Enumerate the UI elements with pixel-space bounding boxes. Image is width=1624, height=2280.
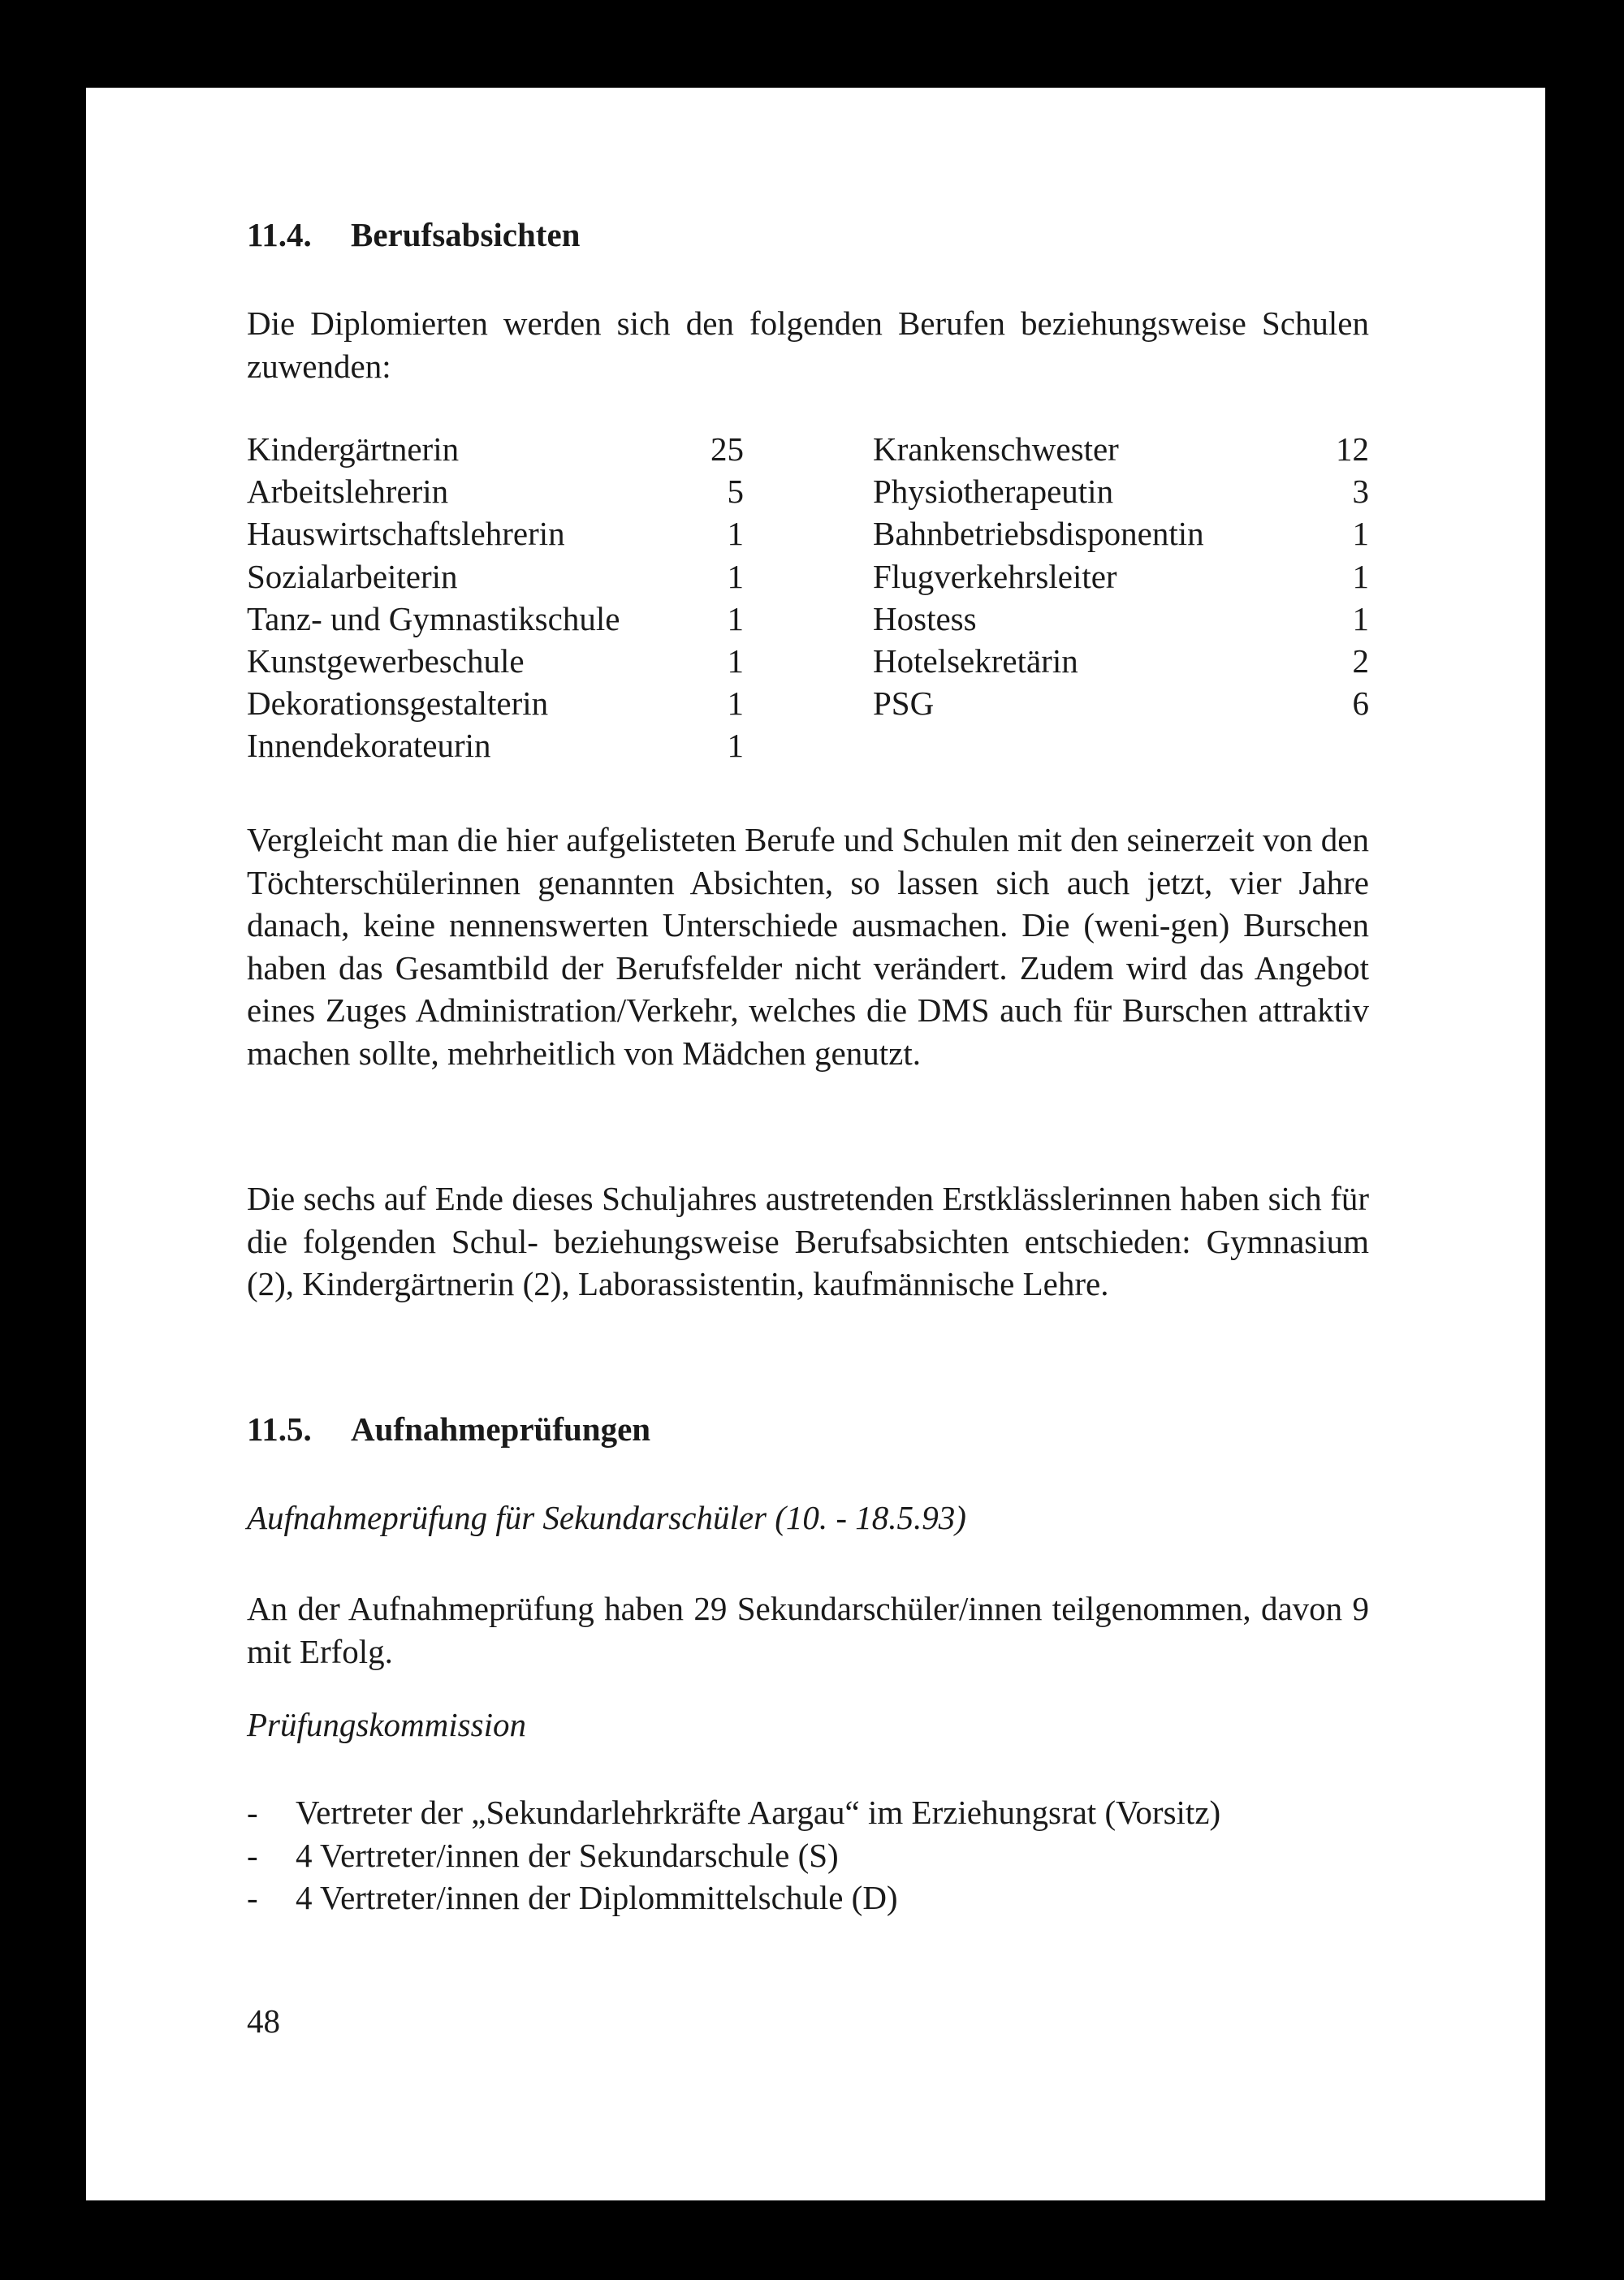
table-row	[247, 428, 744, 470]
table-row	[247, 512, 744, 555]
table-row	[247, 682, 744, 724]
table-row	[247, 640, 744, 682]
list-item	[247, 1876, 1220, 1919]
section-number: 11.4.	[247, 216, 312, 253]
row-label: Sozialarbeiterin	[247, 557, 458, 595]
row-value: 5	[727, 473, 744, 511]
row-label: Flugverkehrsleiter	[873, 557, 1117, 595]
row-value: 2	[1352, 641, 1369, 680]
row-value: 1	[727, 684, 744, 723]
row-label: Hotelsekretärin	[873, 641, 1078, 680]
row-label: Kunstgewerbeschule	[247, 641, 525, 680]
table-row	[873, 682, 1369, 724]
row-value: 25	[710, 430, 744, 468]
profession-column-left	[247, 428, 744, 767]
table-row	[247, 598, 744, 640]
exam-subtitle: Aufnahmeprüfung für Sekundarschüler (10. - 18.5.93)	[247, 1499, 966, 1536]
profession-column-right	[873, 428, 1369, 724]
table-row	[873, 598, 1369, 640]
page-number: 48	[247, 2002, 280, 2040]
row-value: 3	[1352, 473, 1369, 511]
table-row	[247, 724, 744, 766]
first-year-leavers-paragraph: Die sechs auf Ende dieses Schuljahres austretenden Erstklässlerinnen haben sich für die folgenden Schul- beziehungsweise Berufsabsichten entschieden: Gymnasium (2), Kindergärtnerin (2), Laborassistentin, kaufmännische Lehre.	[247, 1180, 1369, 1302]
table-row	[247, 555, 744, 598]
commission-list	[247, 1791, 1220, 1919]
section-heading-berufsabsichten	[247, 214, 580, 256]
row-value: 1	[1352, 599, 1369, 637]
commission-title: Prüfungskommission	[247, 1706, 526, 1743]
section-title: Berufsabsichten	[351, 216, 581, 253]
row-label: Hauswirtschaftslehrerin	[247, 515, 565, 553]
row-label: PSG	[873, 684, 935, 723]
row-label: Tanz- und Gymnastikschule	[247, 599, 620, 637]
table-row	[873, 428, 1369, 470]
row-value: 1	[1352, 515, 1369, 553]
row-value: 6	[1352, 684, 1369, 723]
comparison-paragraph: Vergleicht man die hier aufgelisteten Berufe und Schulen mit den seinerzeit von den Töchterschülerinnen genannten Absichten, so lassen sich auch jetzt, vier Jahre danach, keine nennenswerten Unterschiede ausmachen. Die (weni-gen) Burschen haben das Gesamtbild der Berufsfelder nicht verändert. Zudem wird das Angebot eines Zuges Administration/Verkehr, welches die DMS auch für Burschen attraktiv machen sollte, mehrheitlich von Mädchen genutzt.	[247, 821, 1369, 1072]
exam-result-paragraph: An der Aufnahmeprüfung haben 29 Sekundarschüler/innen teilgenommen, davon 9 mit Erfolg.	[247, 1590, 1369, 1670]
row-value: 1	[1352, 557, 1369, 595]
list-dash: -	[247, 1794, 258, 1831]
list-item-text: 4 Vertreter/innen der Diplommittelschule (D)	[296, 1879, 898, 1916]
table-row	[247, 470, 744, 512]
list-item	[247, 1791, 1220, 1834]
document-page	[86, 88, 1545, 2200]
row-value: 1	[727, 727, 744, 765]
table-row	[873, 470, 1369, 512]
list-item-text: 4 Vertreter/innen der Sekundarschule (S)	[296, 1836, 839, 1874]
row-label: Arbeitslehrerin	[247, 473, 449, 511]
row-value: 1	[727, 557, 744, 595]
row-value: 1	[727, 599, 744, 637]
table-row	[873, 555, 1369, 598]
section-heading-aufnahmepruefungen	[247, 1408, 650, 1450]
row-value: 1	[727, 515, 744, 553]
row-label: Innendekorateurin	[247, 727, 491, 765]
row-label: Kindergärtnerin	[247, 430, 460, 468]
list-item	[247, 1834, 1220, 1877]
row-label: Krankenschwester	[873, 430, 1119, 468]
row-label: Bahnbetriebsdisponentin	[873, 515, 1204, 553]
intro-paragraph: Die Diplomierten werden sich den folgenden Berufen beziehungsweise Schulen zuwenden:	[247, 304, 1369, 385]
list-dash: -	[247, 1879, 258, 1916]
section-title: Aufnahmeprüfungen	[351, 1410, 651, 1448]
table-row	[873, 640, 1369, 682]
section-number: 11.5.	[247, 1410, 312, 1448]
row-label: Hostess	[873, 599, 977, 637]
row-value: 1	[727, 641, 744, 680]
row-label: Physiotherapeutin	[873, 473, 1114, 511]
list-item-text: Vertreter der „Sekundarlehrkräfte Aargau“ im Erziehungsrat (Vorsitz)	[296, 1794, 1221, 1831]
list-dash: -	[247, 1836, 258, 1874]
table-row	[873, 512, 1369, 555]
row-label: Dekorationsgestalterin	[247, 684, 549, 723]
row-value: 12	[1336, 430, 1369, 468]
